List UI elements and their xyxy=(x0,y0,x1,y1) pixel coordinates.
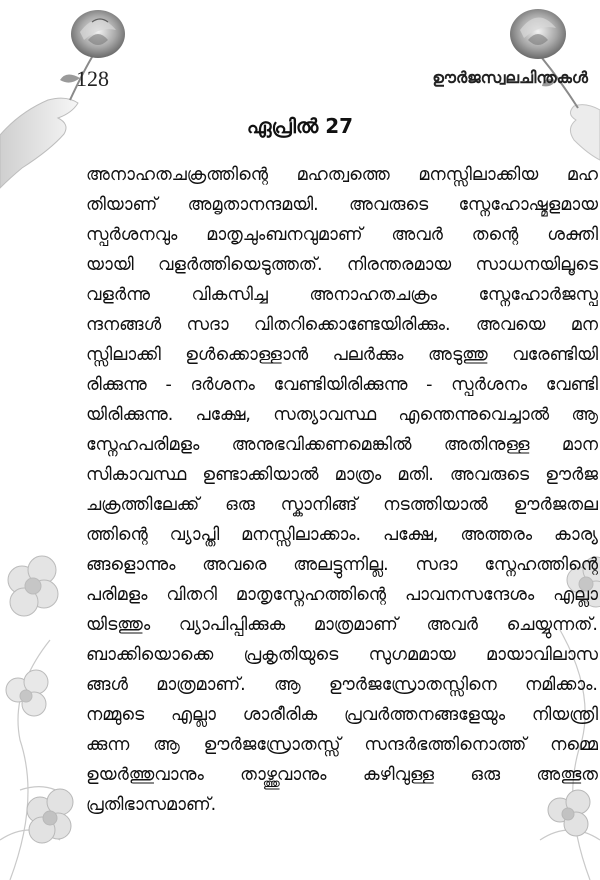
text-line: രിക്കുന്നു - ദർശനം വേണ്ടിയിരിക്കുന്നു - സ്പർശനം വേണ്ടി xyxy=(86,375,598,395)
text-line: ങ്ങൾ മാത്രമാണ്. ആ ഊർജസ്രോതസ്സിനെ നമിക്കാം. xyxy=(86,675,598,695)
text-line: ബാക്കിയൊക്കെ പ്രകൃതിയുടെ സുഗമമായ മായാവിലാസ xyxy=(86,645,598,665)
text-line: ക്കുന്ന ആ ഊർജസ്രോതസ്സ് സന്ദർഭത്തിനൊത്ത് നമ്മെ xyxy=(86,735,598,755)
text-line: യായി വളർത്തിയെടുത്തത്. നിരന്തരമായ സാധനയിലൂടെ xyxy=(86,255,598,275)
text-line: സികാവസ്ഥ ഉണ്ടാക്കിയാൽ മാത്രം മതി. അവരുടെ ഊർജ xyxy=(86,465,598,485)
text-line: യിരിക്കുന്നു. പക്ഷേ, സത്യാവസ്ഥ എന്തെന്നുവെച്ചാൽ ആ xyxy=(86,405,598,425)
text-line: സ്നേഹപരിമളം അനുഭവിക്കണമെങ്കിൽ അതിനുള്ള മാന xyxy=(86,435,598,455)
text-line: ന്ദനങ്ങൾ സദാ വിതറിക്കൊണ്ടേയിരിക്കും. അവയെ മന xyxy=(86,315,598,335)
text-line: ങ്ങളൊന്നും അവരെ അലട്ടുന്നില്ല. സദാ സ്നേഹത്തിന്റെ xyxy=(86,555,598,575)
body-paragraph xyxy=(86,160,598,820)
text-line: ഉയർത്തുവാനും താഴ്ത്തുവാനും കഴിവുള്ള ഒരു അത്ഭുത xyxy=(86,765,598,785)
rose-icon xyxy=(71,10,125,58)
text-line: അനാഹതചക്രത്തിന്റെ മഹത്വത്തെ മനസ്സിലാക്കിയ മഹ xyxy=(86,165,598,185)
text-line: സ്സിലാക്കി ഉൾക്കൊള്ളാൻ പലർക്കും അടുത്തു വരേണ്ടിയി xyxy=(86,345,598,365)
flower-icon xyxy=(6,670,48,716)
text-line: യിടത്തും വ്യാപിപ്പിക്കുക മാത്രമാണ് അവർ ചെയ്യുന്നത്. xyxy=(86,615,598,635)
text-line: ചക്രത്തിലേക്ക് ഒരു സ്കാനിങ്ങ് നടത്തിയാൽ ഊർജതല xyxy=(86,495,598,515)
running-header-title: ഊർജസ്വലചിന്തകൾ xyxy=(432,68,588,87)
chapter-title: ഏപ്രിൽ 27 xyxy=(246,114,354,138)
text-line: വളർന്നു വികസിച്ച അനാഹതചക്രം സ്നേഹോർജസ്പ xyxy=(86,285,598,305)
text-line: നമ്മുടെ എല്ലാ ശാരീരിക പ്രവർത്തനങ്ങളേയും നിയന്ത്രി xyxy=(86,705,598,725)
text-line: സ്പർശനവും മാതൃചുംബനവുമാണ് അവർ തന്റെ ശക്തി xyxy=(86,225,598,245)
floral-ornament-left xyxy=(0,540,90,880)
page-number: 128 xyxy=(76,66,109,91)
flower-icon xyxy=(27,789,73,843)
text-line: പ്രതിഭാസമാണ്. xyxy=(86,795,217,815)
text-line: തിയാണ് അമൃതാനന്ദമയി. അവരുടെ സ്നേഹോഷ്മളമായ xyxy=(86,195,598,215)
text-line: പരിമളം വിതറി മാതൃസ്നേഹത്തിന്റെ പാവനസന്ദേശം എല്ലാ xyxy=(86,585,598,605)
rose-icon xyxy=(510,9,566,59)
text-line: ത്തിന്റെ വ്യാപ്തി മനസ്സിലാക്കാം. പക്ഷേ, അത്തരം കാര്യ xyxy=(86,525,598,545)
flower-icon xyxy=(8,556,58,616)
